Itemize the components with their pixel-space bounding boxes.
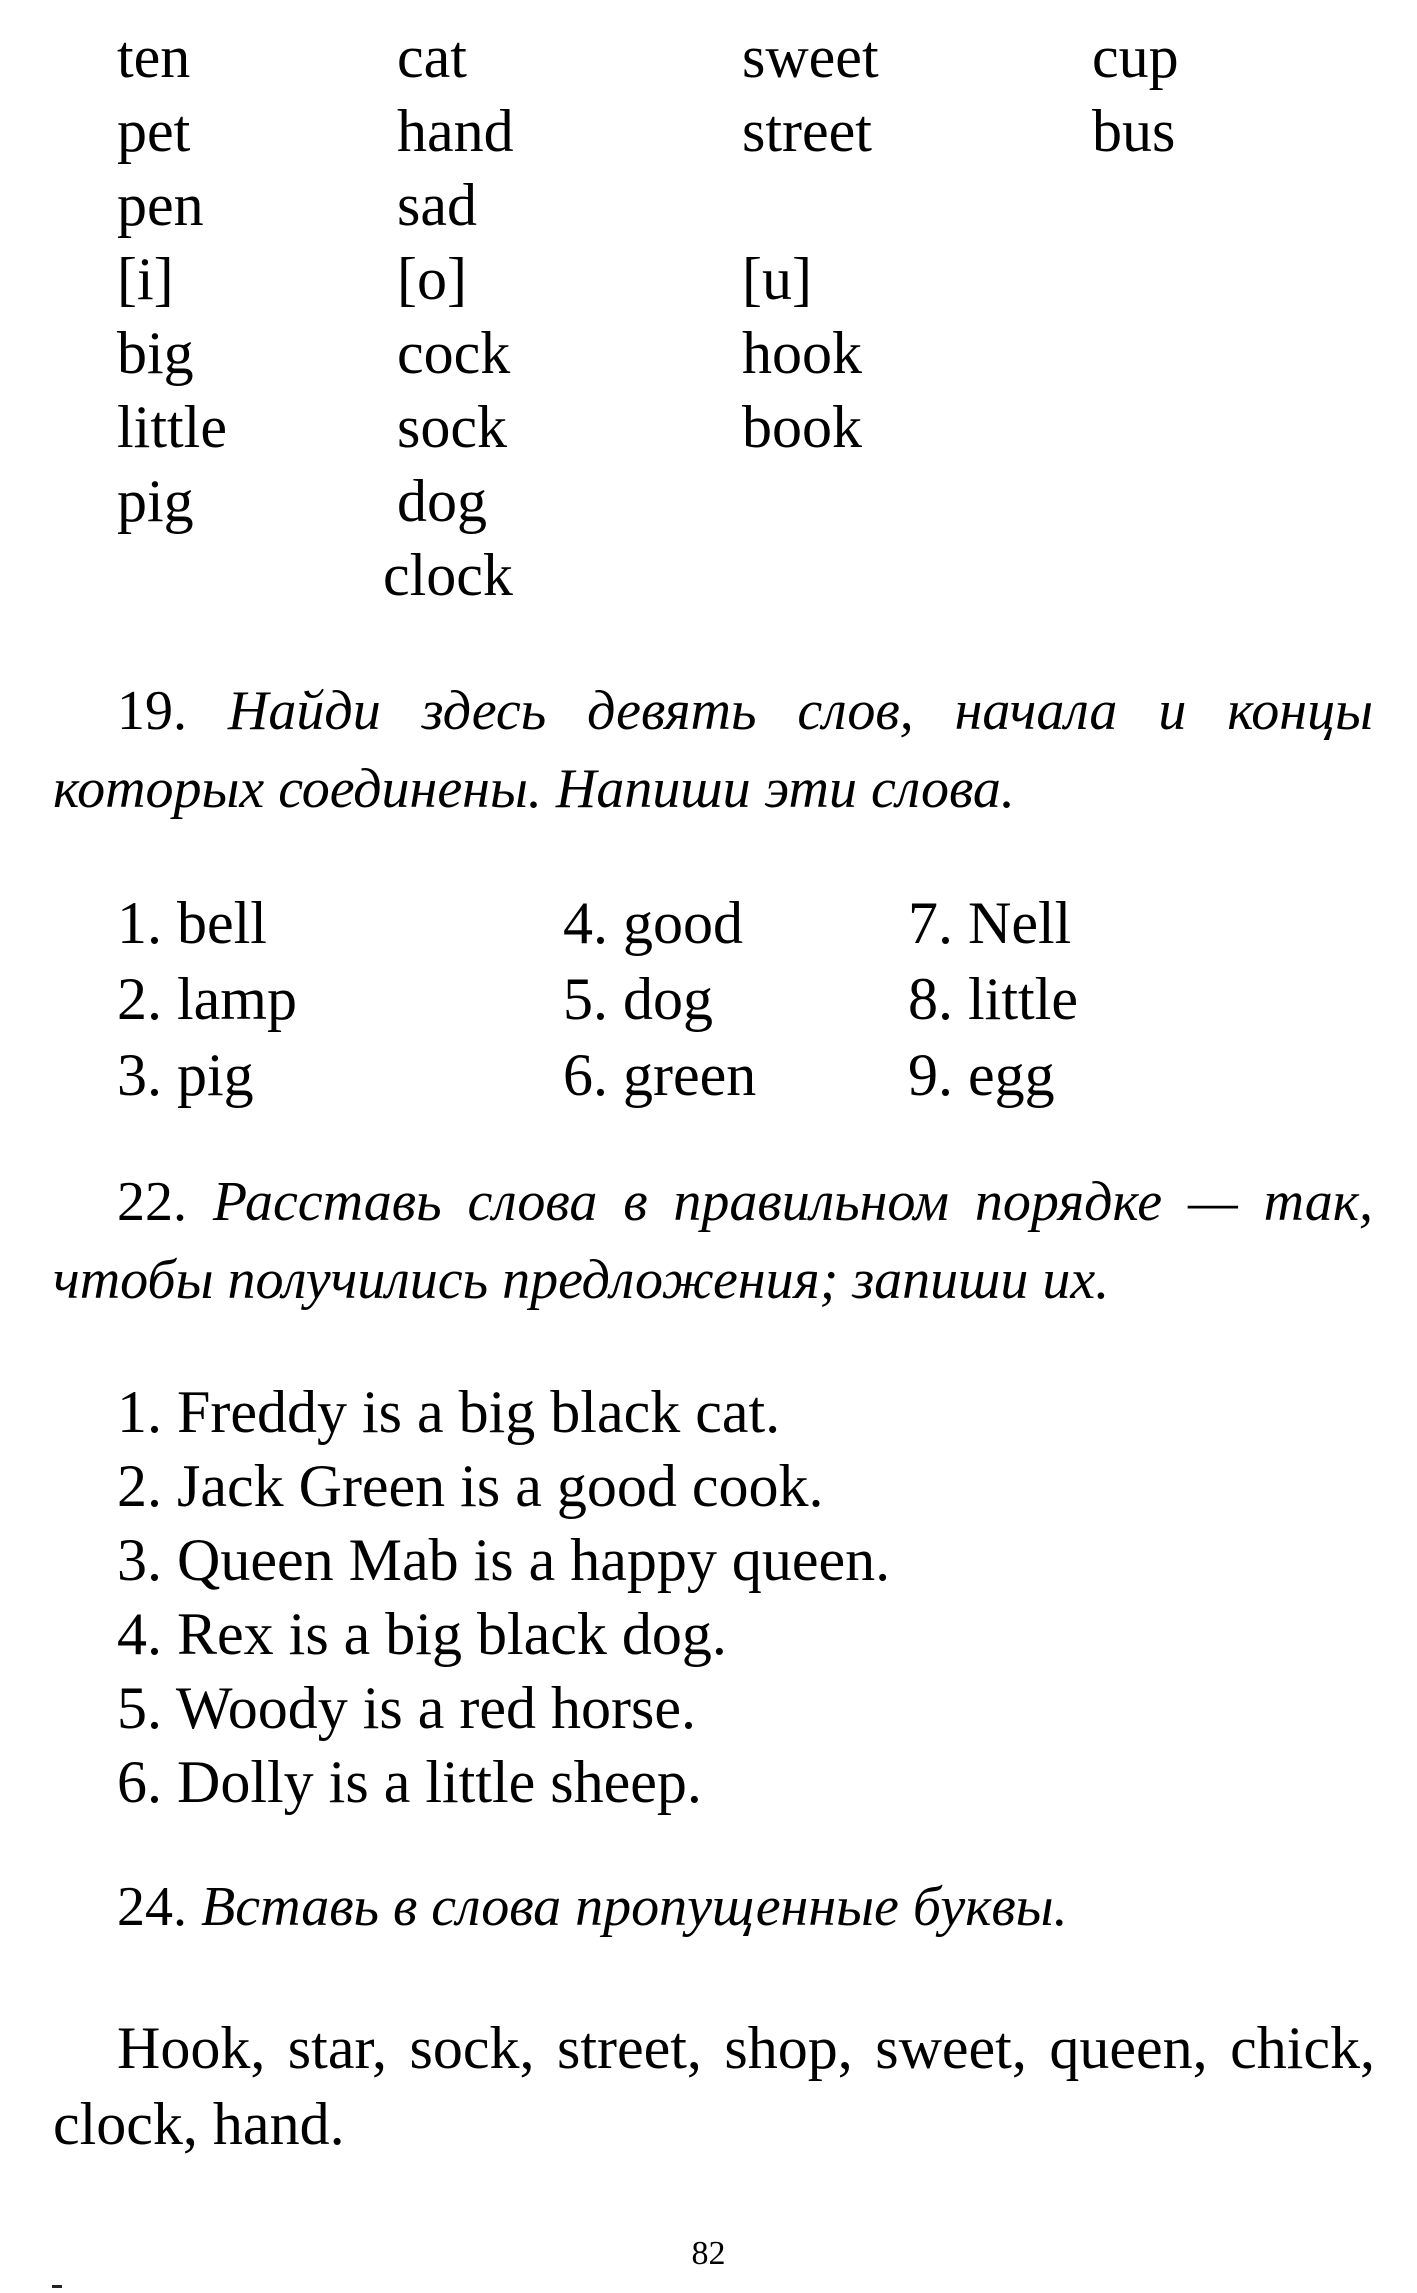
word-cell: book	[742, 394, 862, 460]
list-item: 1. bell	[117, 890, 267, 956]
word-cell: pig	[117, 468, 194, 534]
list-item: 4. good	[563, 890, 743, 956]
sentence-item: 3. Queen Mab is a happy queen.	[117, 1527, 891, 1593]
task-22-heading	[53, 1163, 1373, 1319]
word-cell: cock	[397, 320, 511, 386]
word-cell: sad	[397, 172, 477, 238]
word-cell: dog	[397, 468, 487, 534]
word-cell: cup	[1092, 24, 1179, 90]
list-item: 8. little	[908, 966, 1078, 1032]
word-cell: hook	[742, 320, 862, 386]
word-cell: sock	[397, 394, 507, 460]
word-cell: bus	[1092, 98, 1176, 164]
phonetic-symbol: [o]	[397, 246, 467, 312]
list-item: 3. pig	[117, 1042, 254, 1108]
task-22-sentences	[117, 1375, 890, 1819]
list-item: 5. dog	[563, 966, 713, 1032]
task-number: 22.	[117, 1171, 187, 1233]
word-cell: clock	[383, 542, 513, 608]
task-24-heading	[53, 1868, 1373, 1946]
word-cell: hand	[397, 98, 514, 164]
word-cell: cat	[397, 24, 467, 90]
task-instruction: Расставь слова в правильном порядке — так, чтобы получились предложения; запиши их.	[53, 1171, 1373, 1311]
task-number: 19.	[117, 680, 187, 742]
sentence-item: 5. Woody is a red horse.	[117, 1675, 696, 1741]
phonetic-symbol: [i]	[117, 246, 174, 312]
page-number: 82	[691, 2235, 726, 2272]
word-cell: big	[117, 320, 194, 386]
sentence-item: 1. Freddy is a big black cat.	[117, 1379, 781, 1445]
sentence-item: 2. Jack Green is a good cook.	[117, 1453, 824, 1519]
list-item: 2. lamp	[117, 966, 297, 1032]
word-cell: sweet	[742, 24, 879, 90]
list-item: 9. egg	[908, 1042, 1055, 1108]
word-cell: street	[742, 98, 872, 164]
sentence-item: 6. Dolly is a little sheep.	[117, 1749, 702, 1815]
task-instruction: Вставь в слова пропущенные буквы.	[201, 1876, 1068, 1938]
task-instruction: Найди здесь девять слов, начала и концы которых соединены. Напиши эти слова.	[53, 680, 1374, 820]
task-19-heading	[53, 672, 1373, 828]
task-number: 24.	[117, 1876, 187, 1938]
scan-mark	[52, 2285, 62, 2288]
phonetic-symbol: [u]	[742, 246, 812, 312]
list-item: 6. green	[563, 1042, 757, 1108]
task-24-answer	[53, 2010, 1375, 2162]
word-cell: little	[117, 394, 227, 460]
answer-text: Hook, star, sock, street, shop, sweet, queen, chick, clock, hand.	[53, 2015, 1375, 2157]
sentence-item: 4. Rex is a big black dog.	[117, 1601, 727, 1667]
word-cell: pen	[117, 172, 204, 238]
word-cell: pet	[117, 98, 191, 164]
list-item: 7. Nell	[908, 890, 1072, 956]
word-cell: ten	[117, 24, 191, 90]
